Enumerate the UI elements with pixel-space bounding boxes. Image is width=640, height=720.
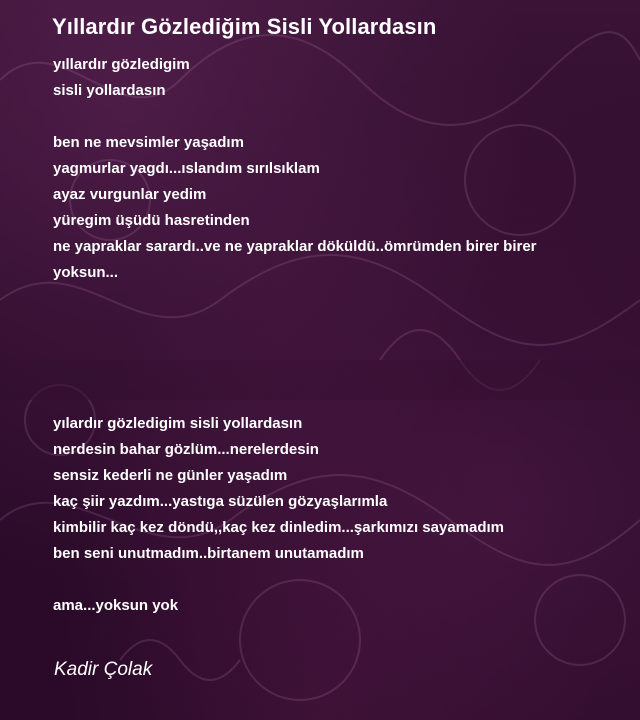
stanza-3 (53, 411, 504, 567)
poem-line: ben ne mevsimler yaşadım (53, 134, 244, 151)
poem-line: sensiz kederli ne günler yaşadım (53, 467, 288, 484)
poem-line: yüregim üşüdü hasretinden (53, 212, 250, 229)
stanza-2 (53, 130, 537, 286)
poem-author: Kadir Çolak (54, 659, 153, 680)
poem-line: kaç şiir yazdım...yastıga süzülen gözyaşlarımla (53, 493, 388, 510)
poem-line: nerdesin bahar gözlüm...nerelerdesin (53, 441, 319, 458)
poem-line: ben seni unutmadım..birtanem unutamadım (53, 545, 364, 562)
poem-line: kimbilir kaç kez döndü,,kaç kez dinledim...şarkımızı sayamadım (53, 519, 505, 536)
poem-line: yoksun... (53, 264, 119, 281)
poem-line: sisli yollardasın (53, 82, 166, 99)
poem-line: yagmurlar yagdı...ıslandım sırılsıklam (53, 160, 320, 177)
stanza-1 (53, 52, 190, 104)
poem-line: ayaz vurgunlar yedim (53, 186, 207, 203)
poem-line: ne yapraklar sarardı..ve ne yapraklar döküldü..ömrümden birer birer (53, 238, 537, 255)
poem-line: yılardır gözledigim sisli yollardasın (53, 415, 303, 432)
stanza-4 (53, 593, 178, 619)
poem-line: yıllardır gözledigim (53, 56, 190, 73)
poem-title: Yıllardır Gözlediğim Sisli Yollardasın (52, 14, 437, 39)
poem-line: ama...yoksun yok (53, 597, 179, 614)
